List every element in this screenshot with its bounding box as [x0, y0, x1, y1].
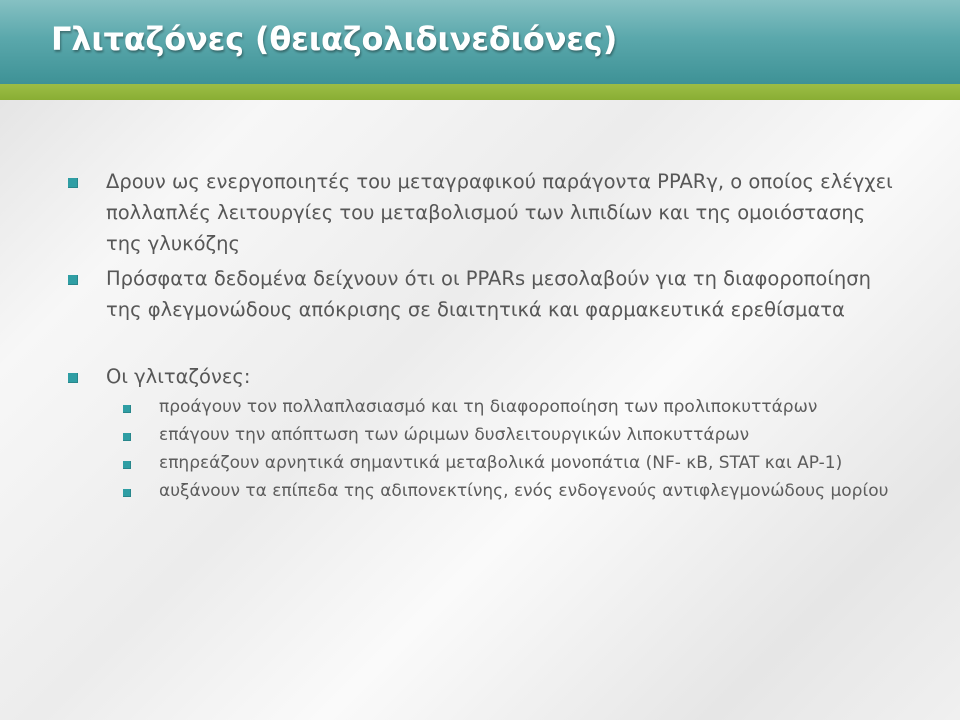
sub-bullet-text: προάγουν τον πολλαπλασιασμό και τη διαφοροποίηση των προλιποκυττάρων: [159, 397, 818, 417]
sub-bullet-text: επηρεάζουν αρνητικά σημαντικά μεταβολικά μονοπάτια (NF- κB, STAT και AP-1): [159, 453, 843, 473]
sub-bullet-list: [66, 395, 896, 504]
sub-bullet-item: [66, 423, 896, 448]
bullet-text: Δρουν ως ενεργοποιητές του μεταγραφικού παράγοντα PPARγ, ο οποίος ελέγχει πολλαπλές λειτουργίες του μεταβολισμού των λιπιδίων και της ομοιόστασης της γλυκόζης: [106, 170, 893, 255]
slide-body: [66, 166, 896, 504]
accent-stripe: [0, 84, 960, 100]
sub-bullet-item: [66, 395, 896, 420]
sub-bullet-item: [66, 451, 896, 476]
bullet-item: [66, 263, 896, 325]
bullet-item: [66, 166, 896, 259]
square-bullet-icon: [123, 405, 131, 413]
title-bar: [0, 0, 960, 84]
bullet-text: Πρόσφατα δεδομένα δείχνουν ότι οι PPARs μεσολαβούν για τη διαφοροποίηση της φλεγμονώδους απόκρισης σε διαιτητικά και φαρμακευτικά ερεθίσματα: [106, 267, 872, 321]
sub-bullet-text: αυξάνουν τα επίπεδα της αδιπονεκτίνης, ενός ενδογενούς αντιφλεγμονώδους μορίου: [159, 481, 889, 501]
square-bullet-icon: [123, 489, 131, 497]
square-bullet-icon: [123, 433, 131, 441]
bullet-text: Οι γλιταζόνες:: [106, 365, 251, 388]
square-bullet-icon: [68, 178, 78, 188]
slide-title: Γλιταζόνες (θειαζολιδινεδιόνες): [51, 20, 618, 58]
sub-bullet-item: [66, 479, 896, 504]
bullet-item: [66, 361, 896, 392]
square-bullet-icon: [123, 461, 131, 469]
square-bullet-icon: [68, 275, 78, 285]
square-bullet-icon: [68, 373, 78, 383]
sub-bullet-text: επάγουν την απόπτωση των ώριμων δυσλειτουργικών λιποκυττάρων: [159, 425, 750, 445]
